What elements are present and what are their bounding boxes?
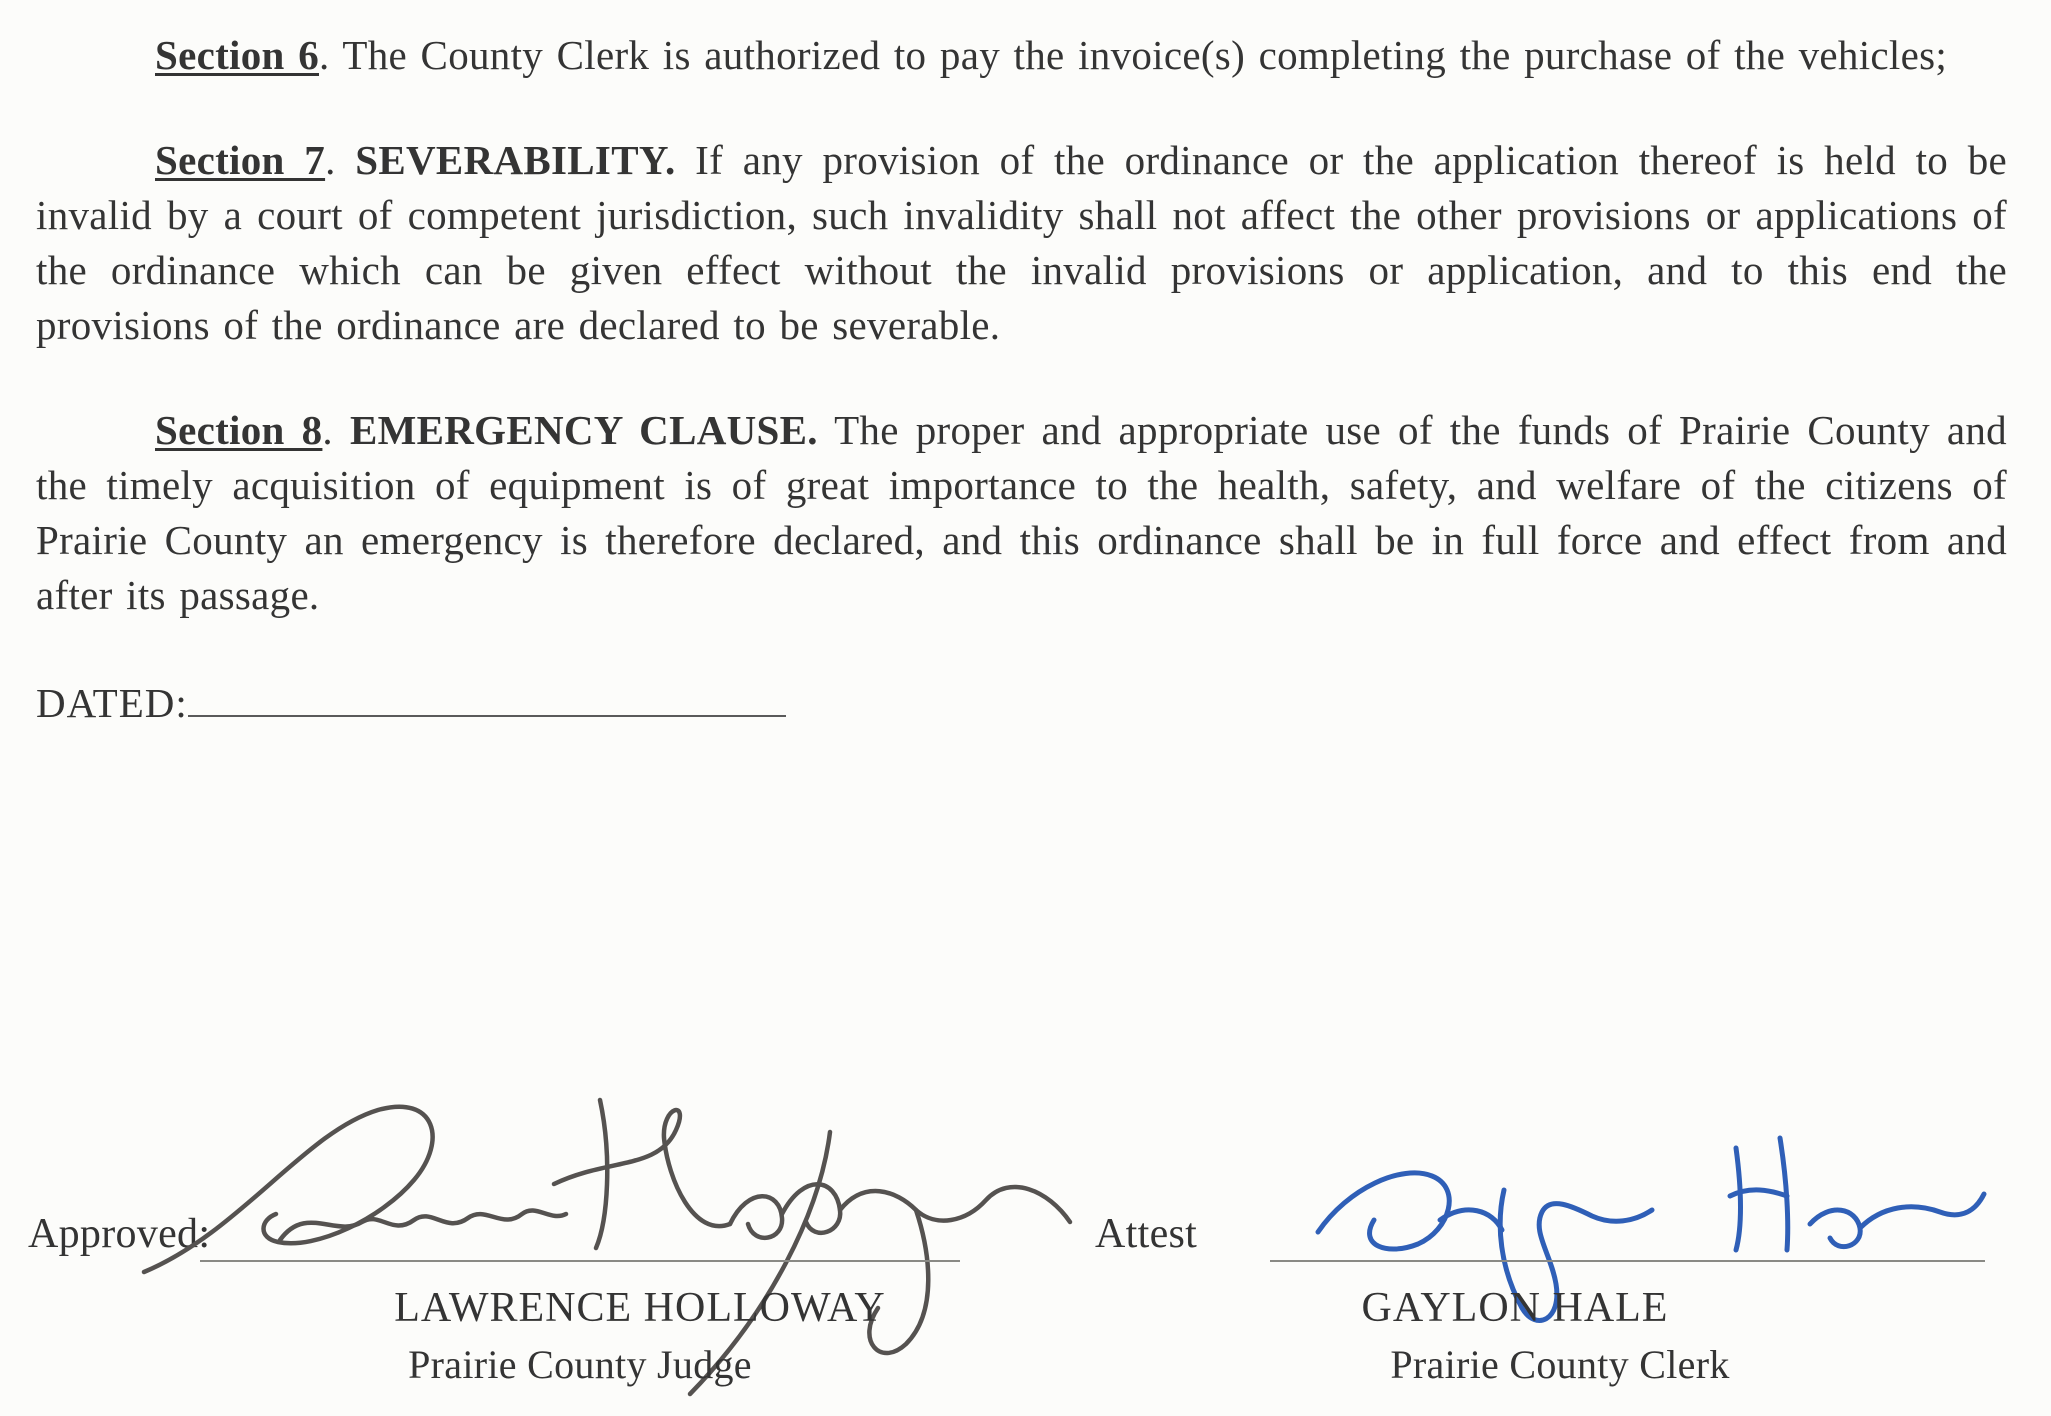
section-6-label: Section 6 (155, 32, 319, 78)
dated-row (36, 672, 2007, 731)
clerk-name: GAYLON HALE (1361, 1285, 1669, 1331)
section-7-label: Section 7 (155, 136, 326, 183)
section-6-body: The County Clerk is authorized to pay the invoice(s) completing the purchase of the vehicles; (342, 32, 1948, 78)
judge-signature-line (200, 1260, 960, 1262)
section-8-separator: . (322, 406, 350, 453)
section-7-separator: . (325, 136, 356, 183)
approved-label: Approved: (28, 1211, 211, 1257)
section-8-heading: EMERGENCY CLAUSE. (349, 406, 818, 453)
dated-blank-line (188, 672, 786, 717)
clerk-title: Prairie County Clerk (1390, 1342, 1730, 1387)
section-6-paragraph (36, 28, 2007, 83)
section-8-label: Section 8 (155, 406, 323, 453)
dated-label: DATED: (36, 680, 188, 727)
clerk-signature-line (1270, 1260, 1985, 1262)
judge-name: LAWRENCE HOLLOWAY (394, 1285, 886, 1331)
judge-title: Prairie County Judge (408, 1342, 752, 1387)
section-8-paragraph (36, 403, 2007, 623)
section-7-body: If any provision of the ordinance or the application thereof is held to be invalid by a court of competent jurisdiction, such invalidity shall not affect the other provisions or applications of the ordinance which can be given effect without the invalid provisions or application, and to this end the provisions of the ordinance are declared to be severable. (36, 136, 2007, 348)
section-8-body: The proper and appropriate use of the funds of Prairie County and the timely acquisition of equipment is of great importance to the health, safety, and welfare of the citizens of Prairie County an emergency is therefore declared, and this ordinance shall be in full force and effect from and after its passage. (36, 406, 2007, 618)
attest-label: Attest (1095, 1211, 1198, 1257)
section-7-heading: SEVERABILITY. (355, 136, 676, 183)
section-6-separator: . (319, 32, 343, 78)
section-7-paragraph (36, 133, 2007, 353)
